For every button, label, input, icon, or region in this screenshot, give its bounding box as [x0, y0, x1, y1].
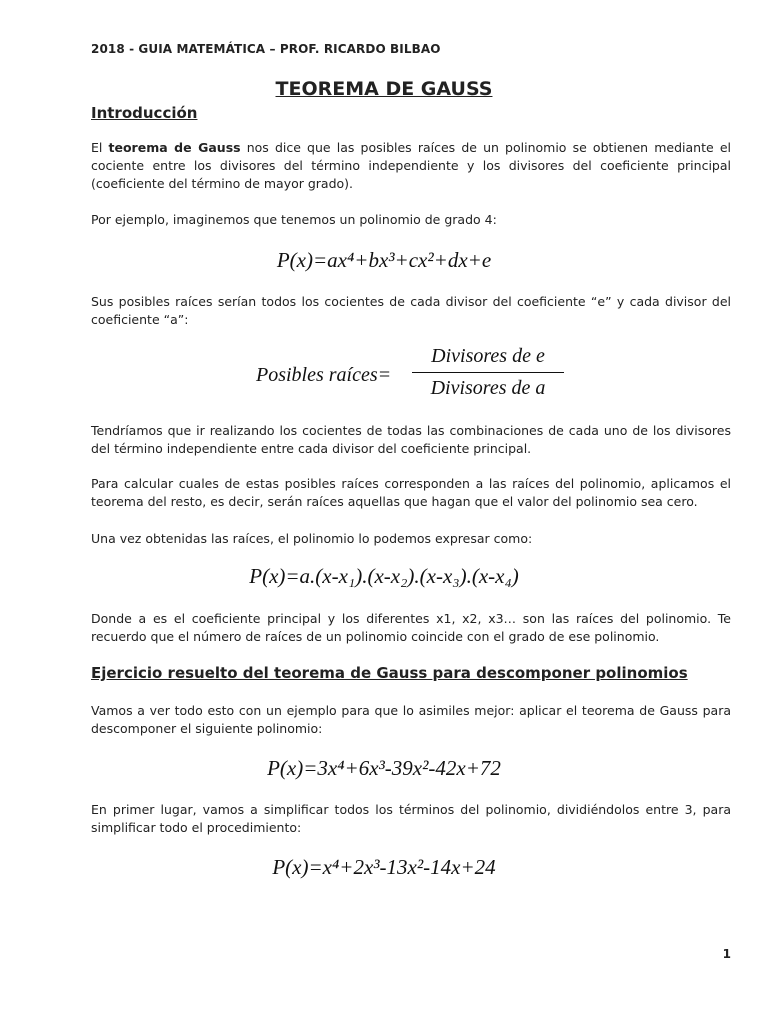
intro-paragraph	[91, 139, 731, 193]
simplified-polynomial-formula: P(x)=x⁴+2x³-13x²-14x+24	[272, 855, 496, 879]
exercise-polynomial-formula: P(x)=3x⁴+6x³-39x²-42x+72	[267, 756, 501, 780]
exercise-heading: Ejercicio resuelto del teorema de Gauss para descomponer polinomios	[91, 664, 688, 682]
possible-roots-formula	[0, 345, 768, 405]
exercise-intro-paragraph: Vamos a ver todo esto con un ejemplo para que lo asimiles mejor: aplicar el teorema de Gauss para descomponer el siguiente polinomio:	[91, 703, 731, 736]
fraction-numerator: Divisores de e	[431, 345, 545, 367]
remainder-theorem-paragraph: Para calcular cuales de estas posibles raíces corresponden a las raíces del polinomio, aplicamos el teorema del resto, es decir, serán raíces aquellas que hagan que el valor del polinomio sea cero.	[91, 476, 731, 509]
divisors-fraction	[412, 345, 564, 400]
coefficient-explanation-paragraph: Donde a es el coeficiente principal y los diferentes x1, x2, x3… son las raíces del polinomio. Te recuerdo que el número de raíces de un polinomio coincide con el grado de ese polinomio.	[91, 611, 731, 644]
intro-heading: Introducción	[91, 104, 198, 122]
page-number: 1	[722, 947, 731, 961]
intro-post-text: nos dice que las posibles raíces de un polinomio se obtienen mediante el cociente entre los divisores del término independiente y los divisores del coeficiente principal (coeficiente del término de mayor grado).	[91, 140, 731, 191]
factored-form-intro-paragraph: Una vez obtenidas las raíces, el polinomio lo podemos expresar como:	[91, 531, 533, 546]
document-title: TEOREMA DE GAUSS	[275, 78, 493, 100]
gauss-term: teorema de Gauss	[108, 140, 241, 155]
intro-pre-text: El	[91, 140, 109, 155]
simplify-paragraph: En primer lugar, vamos a simplificar todos los términos del polinomio, dividiéndolos entre 3, para simplificar todo el procedimiento:	[91, 802, 731, 835]
quotients-paragraph: Tendríamos que ir realizando los cocientes de todas las combinaciones de cada uno de los divisores del término independiente entre cada divisor del coeficiente principal.	[91, 423, 731, 456]
possible-roots-label: Posibles raíces=	[256, 364, 392, 386]
factored-form-formula: P(x)=a.(x-x₁).(x-x₂).(x-x₃).(x-x₄)	[249, 564, 519, 588]
page-header: 2018 - GUIA MATEMÁTICA – PROF. RICARDO BILBAO	[91, 42, 441, 56]
fraction-denominator: Divisores de a	[430, 377, 546, 399]
example-intro-paragraph: Por ejemplo, imaginemos que tenemos un polinomio de grado 4:	[91, 212, 497, 227]
polynomial-general-formula: P(x)=ax⁴+bx³+cx²+dx+e	[276, 248, 492, 272]
possible-roots-paragraph: Sus posibles raíces serían todos los cocientes de cada divisor del coeficiente “e” y cada divisor del coeficiente “a”:	[91, 294, 731, 327]
